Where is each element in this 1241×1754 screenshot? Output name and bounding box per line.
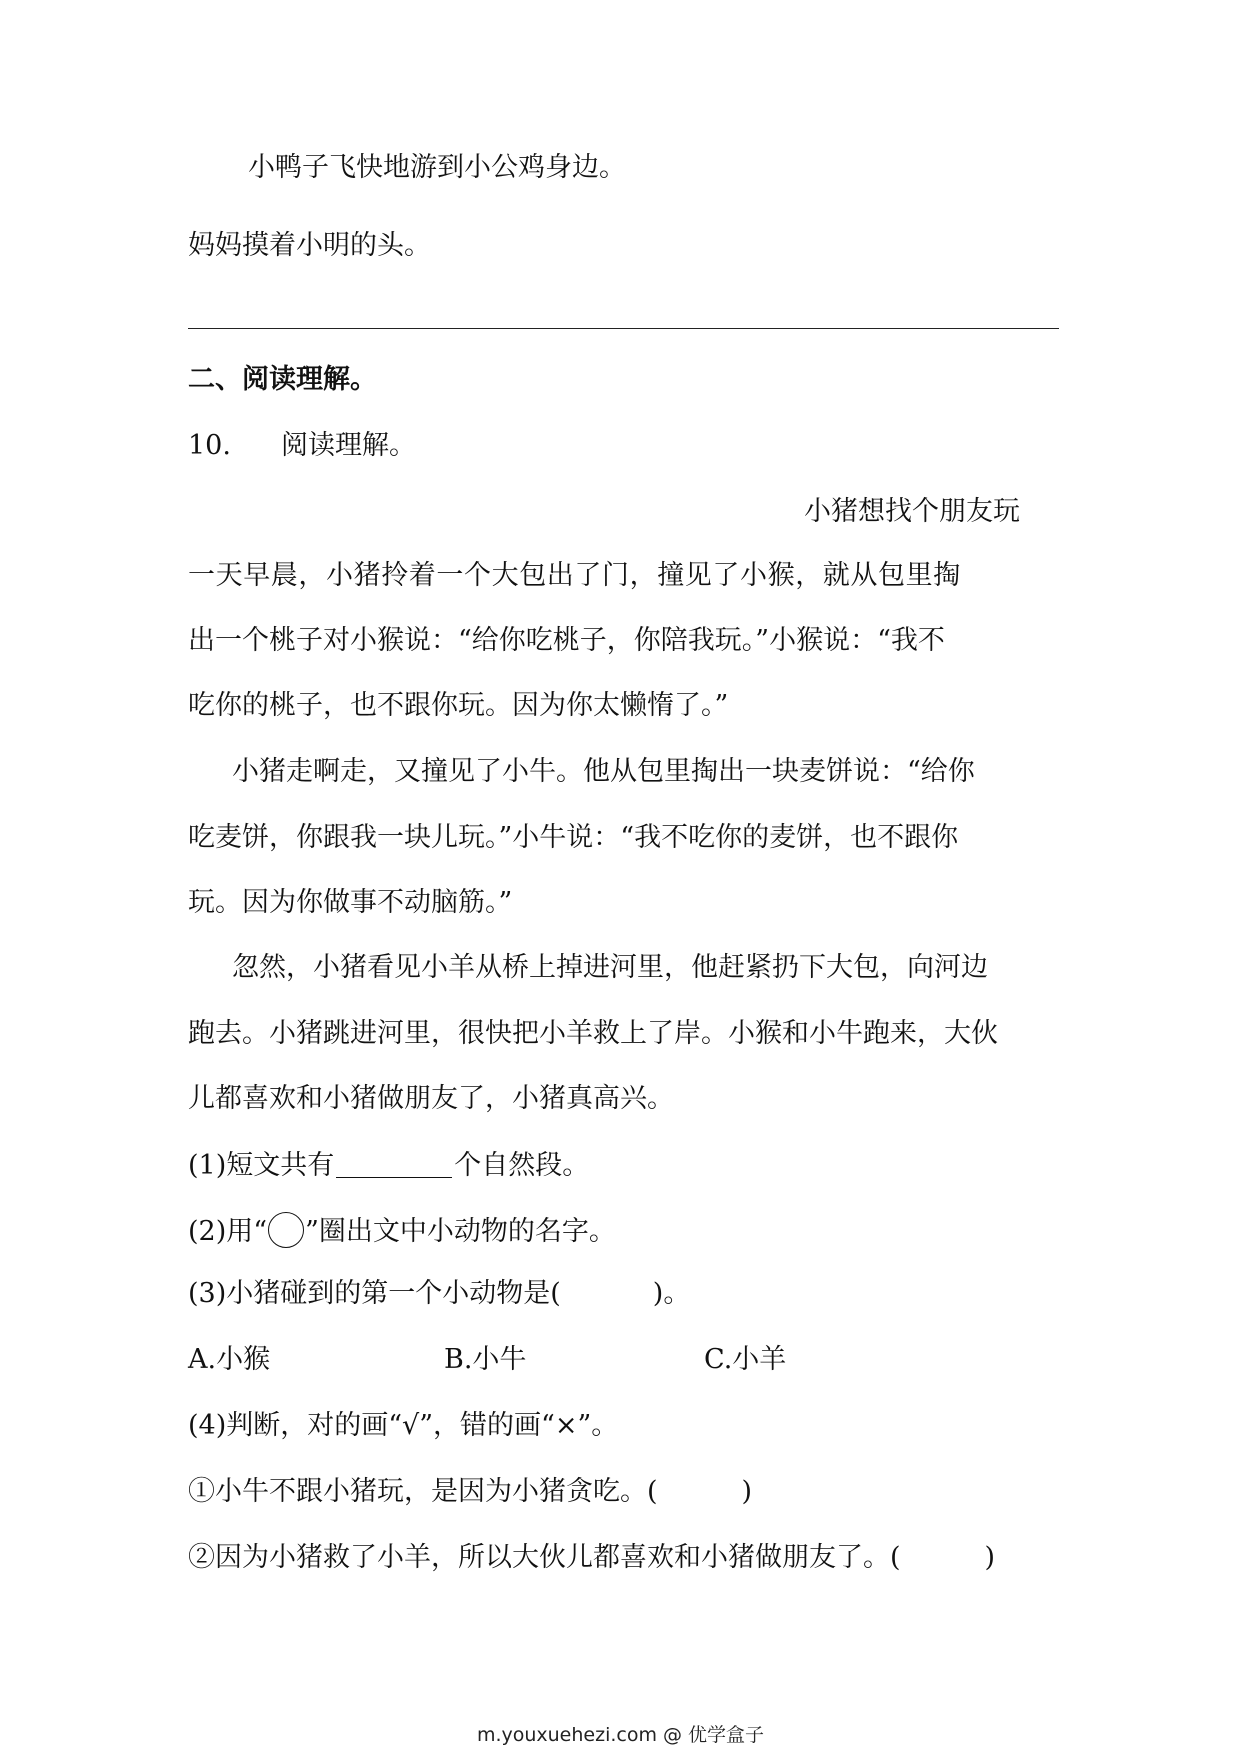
- option-b: B.小牛: [444, 1344, 527, 1375]
- sentence-duck: 小鸭子飞快地游到小公鸡身边。: [248, 152, 626, 183]
- story-title: 小猪想找个朋友玩: [804, 496, 1020, 527]
- story-line-1: 一天早晨，小猪拎着一个大包出了门，撞见了小猴，就从包里掏: [188, 560, 961, 591]
- subquestion-4: (4)判断，对的画“√”，错的画“×”。: [188, 1410, 619, 1441]
- question-header: [188, 428, 416, 464]
- circle-icon: [268, 1212, 304, 1248]
- option-c: C.小羊: [704, 1344, 787, 1375]
- story-line-3: 吃你的桃子，也不跟你玩。因为你太懒惰了。”: [188, 690, 729, 721]
- option-a: A.小猴: [188, 1344, 271, 1375]
- story-line-2: 出一个桃子对小猴说：“给你吃桃子，你陪我玩。”小猴说：“我不: [188, 625, 945, 656]
- judge-item-1: ①小牛不跟小猪玩，是因为小猪贪吃。( ): [188, 1476, 753, 1507]
- story-line-4: 小猪走啊走，又撞见了小牛。他从包里掏出一块麦饼说：“给你: [232, 756, 975, 787]
- footer-watermark: m.youxuehezi.com @ 优学盒子: [476, 1724, 765, 1746]
- story-line-5: 吃麦饼，你跟我一块儿玩。”小牛说：“我不吃你的麦饼，也不跟你: [188, 822, 959, 853]
- subquestion-2: (2)用“ ”圈出文中小动物的名字。: [188, 1212, 616, 1250]
- section-heading: 二、阅读理解。: [188, 364, 377, 395]
- sentence-mom: 妈妈摸着小明的头。: [188, 230, 431, 261]
- subquestion-3: (3)小猪碰到的第一个小动物是( )。: [188, 1278, 691, 1309]
- judge-item-2: ②因为小猪救了小羊，所以大伙儿都喜欢和小猪做朋友了。( ): [188, 1542, 996, 1573]
- story-line-7: 忽然，小猪看见小羊从桥上掉进河里，他赶紧扔下大包，向河边: [232, 952, 988, 983]
- question-number: 10.: [188, 430, 231, 461]
- story-line-9: 儿都喜欢和小猪做朋友了，小猪真高兴。: [188, 1083, 674, 1114]
- story-line-6: 玩。因为你做事不动脑筋。”: [188, 887, 513, 918]
- subquestion-1: (1)短文共有 个自然段。: [188, 1150, 590, 1181]
- question-title: 阅读理解。: [280, 430, 416, 461]
- fill-blank[interactable]: [336, 1151, 452, 1178]
- story-line-8: 跑去。小猪跳进河里，很快把小羊救上了岸。小猴和小牛跑来，大伙: [188, 1018, 998, 1049]
- answer-line: [188, 328, 1059, 329]
